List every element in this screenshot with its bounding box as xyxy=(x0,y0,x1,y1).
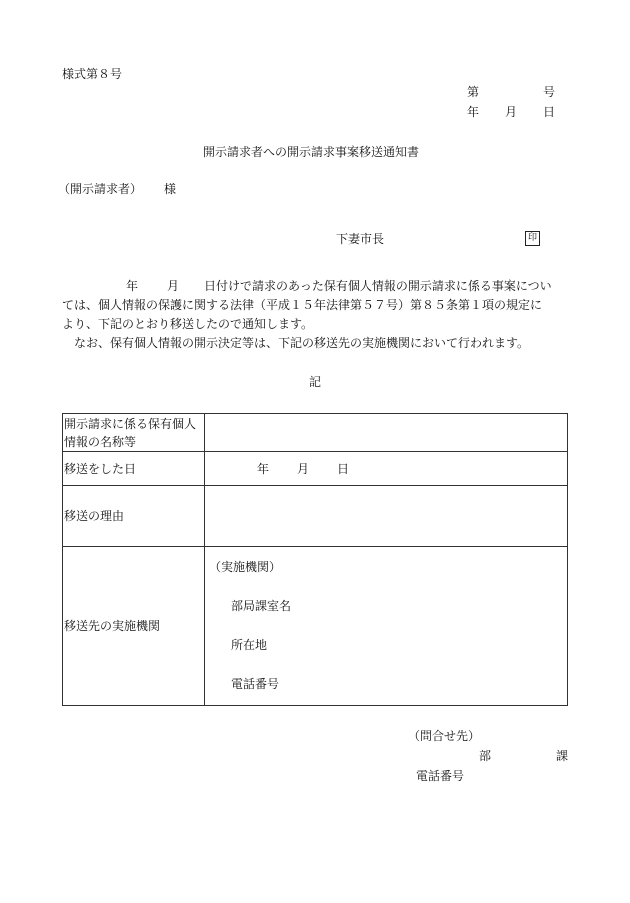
contact-bu: 部 xyxy=(479,749,492,763)
transfer-month-mark: 月 xyxy=(297,462,310,476)
row-label-transfer-reason: 移送の理由 xyxy=(63,486,205,547)
destination-address: 所在地 xyxy=(231,638,268,652)
row-label-destination: 移送先の実施機関 xyxy=(63,547,205,706)
document-name-value xyxy=(205,414,568,452)
doc-number-suffix: 号 xyxy=(543,85,556,99)
row-label-line: 開示請求に係る保有個人 xyxy=(64,416,197,431)
row-label-line: 情報の名称等 xyxy=(64,434,137,449)
table-row xyxy=(63,452,568,486)
date-day-mark: 日 xyxy=(543,105,556,119)
body-line-1 xyxy=(62,277,572,296)
table-row xyxy=(63,486,568,547)
body-line-1-text: 日付けで請求のあった保有個人情報の開示請求に係る事案につい xyxy=(204,279,552,293)
body-year-mark: 年 xyxy=(126,279,139,293)
contact-heading: （問合せ先） xyxy=(408,729,481,743)
destination-dept: 部局課室名 xyxy=(231,599,292,613)
records-table xyxy=(62,413,568,706)
document-title: 開示請求者への開示請求事案移送通知書 xyxy=(203,145,420,159)
destination-heading: （実施機関） xyxy=(209,560,282,574)
form-number: 様式第８号 xyxy=(62,67,123,81)
transfer-year-mark: 年 xyxy=(257,462,270,476)
row-label-transfer-date: 移送をした日 xyxy=(63,452,205,486)
seal-icon: 印 xyxy=(525,231,540,246)
transfer-reason-value xyxy=(205,486,568,547)
body-paragraph xyxy=(62,277,572,353)
doc-number-prefix: 第 xyxy=(467,85,480,99)
body-line-2: ては、個人情報の保護に関する法律（平成１５年法律第５７号）第８５条第１項の規定に xyxy=(62,298,543,312)
contact-phone: 電話番号 xyxy=(416,769,465,783)
transfer-day-mark: 日 xyxy=(337,462,350,476)
body-line-4: なお、保有個人情報の開示決定等は、下記の移送先の実施機関において行われます。 xyxy=(74,336,530,350)
date-year-mark: 年 xyxy=(467,105,480,119)
table-row xyxy=(63,547,568,706)
body-month-mark: 月 xyxy=(167,279,180,293)
date-month-mark: 月 xyxy=(505,105,518,119)
contact-ka: 課 xyxy=(556,749,569,763)
transfer-date-value xyxy=(205,452,568,486)
destination-phone: 電話番号 xyxy=(231,677,280,691)
row-label-document-name xyxy=(63,414,205,452)
table-row xyxy=(63,414,568,452)
body-line-3: より、下記のとおり移送したので通知します。 xyxy=(62,317,314,331)
sender-name: 下妻市長 xyxy=(336,232,385,246)
destination-value xyxy=(205,547,568,706)
addressee-honorific: 様 xyxy=(164,182,177,196)
addressee-name: （開示請求者） xyxy=(58,182,143,196)
ki-heading: 記 xyxy=(309,375,322,389)
